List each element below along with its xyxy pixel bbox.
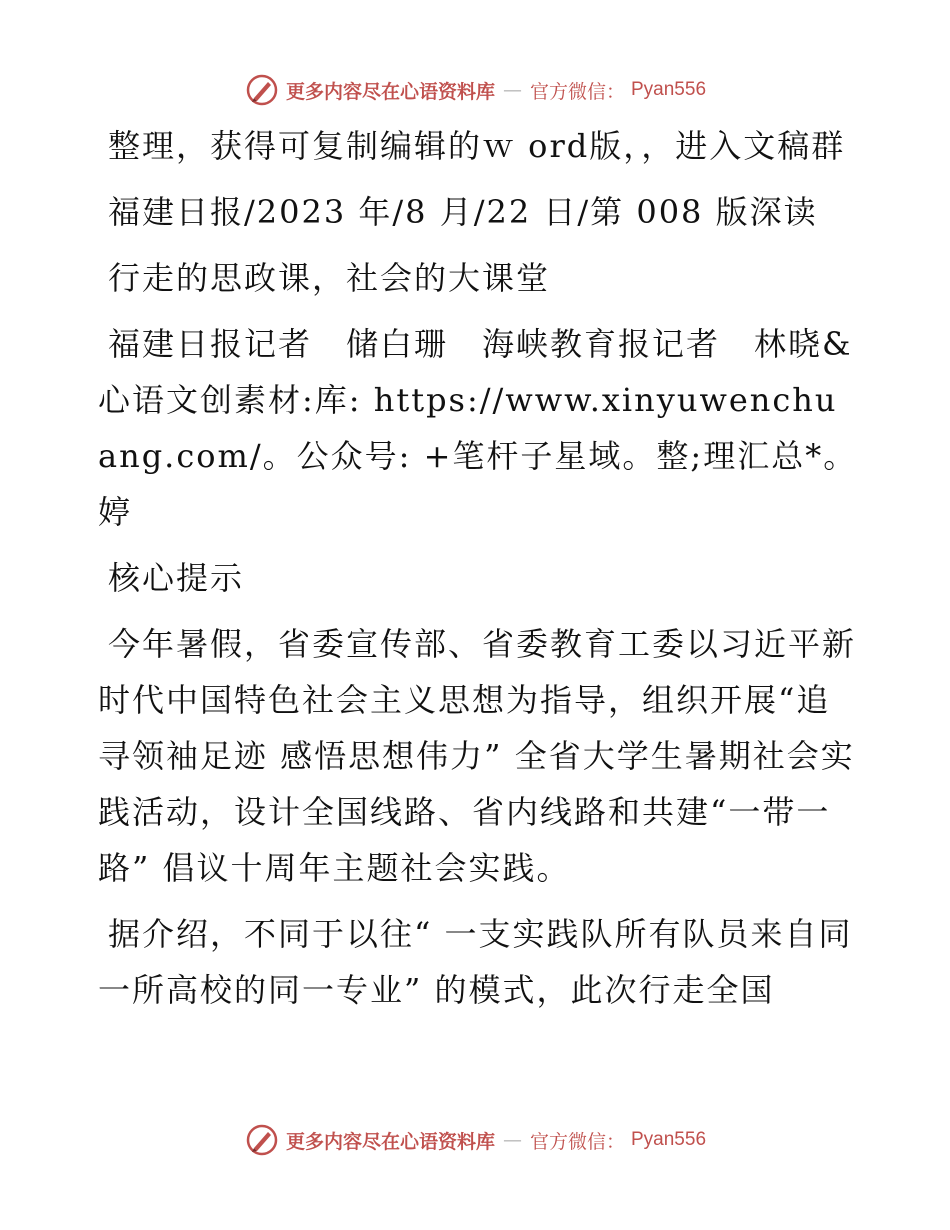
intro-paragraph: 整理，获得可复制编辑的ｗ ord版，，进入文稿群 bbox=[108, 127, 846, 165]
footer-banner bbox=[0, 1120, 950, 1160]
document-body bbox=[98, 118, 858, 1028]
banner-wechat-id: Pyan556 bbox=[631, 1129, 707, 1150]
pen-logo-icon bbox=[244, 1122, 280, 1158]
banner-wechat-label: 官方微信： bbox=[529, 80, 625, 103]
section-label: 核心提示 bbox=[108, 559, 245, 597]
paragraph-2: 据介绍，不同于以往“ 一支实践队所有队员来自同一所高校的同一专业” 的模式，此次行走全国 bbox=[98, 915, 853, 1009]
byline: 福建日报记者 储白珊 海峡教育报记者 林晓&心语文创素材:库: https://www.xinyuwenchuang.com/。公众号: +笔杆子星域。整;理汇总*。婷 bbox=[98, 325, 858, 531]
source-line: 福建日报/2023 年/8 月/22 日/第 008 版深读 bbox=[108, 193, 818, 231]
banner-brand: 更多内容尽在心语资料库 bbox=[285, 1130, 495, 1153]
paragraph-1: 今年暑假，省委宣传部、省委教育工委以习近平新时代中国特色社会主义思想为指导，组织开展“追寻领袖足迹 感悟思想伟力” 全省大学生暑期社会实践活动，设计全国线路、省内线路和共建“一带一路” 倡议十周年主题社会实践。 bbox=[98, 625, 857, 887]
banner-separator: — bbox=[502, 1129, 522, 1151]
banner-brand: 更多内容尽在心语资料库 bbox=[285, 80, 495, 103]
banner-separator: — bbox=[502, 79, 522, 101]
headline: 行走的思政课，社会的大课堂 bbox=[108, 259, 551, 297]
banner-wechat-id: Pyan556 bbox=[631, 79, 707, 100]
header-banner bbox=[0, 70, 950, 110]
banner-wechat-label: 官方微信： bbox=[529, 1130, 625, 1153]
pen-logo-icon bbox=[244, 72, 280, 108]
